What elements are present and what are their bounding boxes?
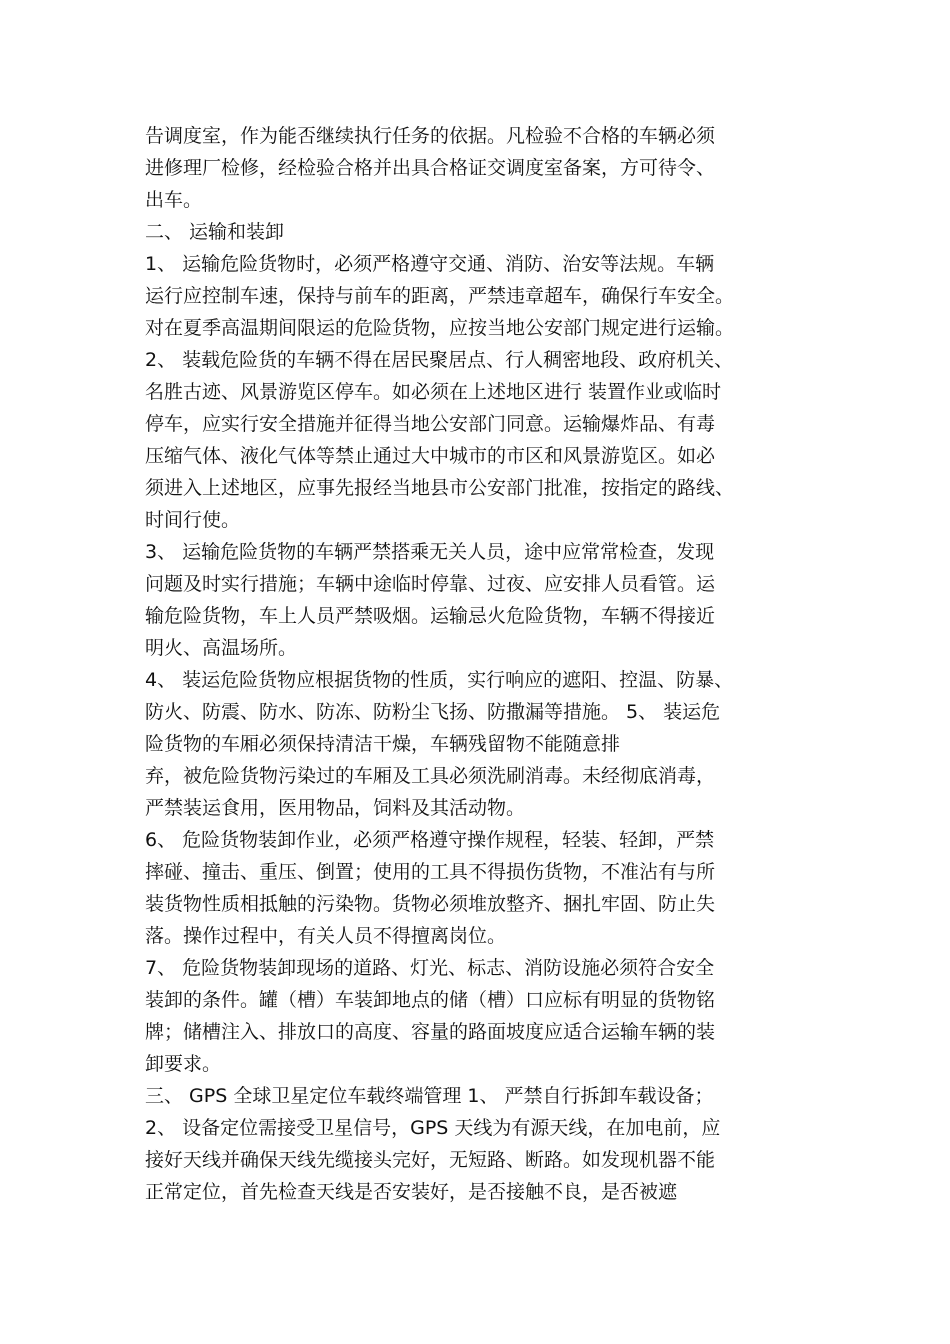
text-line: 输危险货物，车上人员严禁吸烟。运输忌火危险货物，车辆不得接近: [145, 605, 716, 627]
document-body: [145, 120, 810, 1208]
text-line: 3、 运输危险货物的车辆严禁搭乘无关人员，途中应常常检查，发现: [145, 541, 715, 563]
text-line: 问题及时实行措施；车辆中途临时停靠、过夜、应安排人员看管。运: [145, 573, 716, 595]
text-line: 装卸的条件。罐（槽）车装卸地点的储（槽）口应标有明显的货物铭: [145, 989, 716, 1011]
text-line: 防火、防震、防水、防冻、防粉尘飞扬、防撒漏等措施。 5、 装运危: [145, 701, 721, 723]
text-line: 二、 运输和装卸: [145, 221, 285, 243]
text-line: 告调度室，作为能否继续执行任务的依据。凡检验不合格的车辆必须: [145, 125, 716, 147]
text-line: 险货物的车厢必须保持清洁干燥，车辆残留物不能随意排: [145, 733, 621, 755]
text-line: 对在夏季高温期间限运的危险货物，应按当地公安部门规定进行运输。: [145, 317, 735, 339]
text-line: 运行应控制车速，保持与前车的距离，严禁违章超车，确保行车安全。: [145, 285, 735, 307]
text-line: 三、 GPS 全球卫星定位车载终端管理 1、 严禁自行拆卸车载设备；: [145, 1085, 714, 1107]
text-line: 牌；储槽注入、排放口的高度、容量的路面坡度应适合运输车辆的装: [145, 1021, 716, 1043]
text-line: 2、 装载危险货的车辆不得在居民聚居点、行人稠密地段、政府机关、: [145, 349, 734, 371]
text-line: 明火、高温场所。: [145, 637, 298, 659]
text-line: 7、 危险货物装卸现场的道路、灯光、标志、消防设施必须符合安全: [145, 957, 715, 979]
text-line: 接好天线并确保天线先缆接头完好，无短路、断路。如发现机器不能: [145, 1149, 716, 1171]
text-line: 装货物性质相抵触的污染物。货物必须堆放整齐、捆扎牢固、防止失: [145, 893, 716, 915]
text-line: 时间行使。: [145, 509, 241, 531]
text-line: 2、 设备定位需接受卫星信号，GPS 天线为有源天线，在加电前，应: [145, 1117, 721, 1139]
text-line: 落。操作过程中，有关人员不得擅离岗位。: [145, 925, 507, 947]
text-line: 须进入上述地区，应事先报经当地县市公安部门批准，按指定的路线、: [145, 477, 735, 499]
text-line: 进修理厂检修，经检验合格并出具合格证交调度室备案，方可待令、: [145, 157, 716, 179]
text-line: 严禁装运食用，医用物品，饲料及其活动物。: [145, 797, 526, 819]
text-line: 出车。: [145, 189, 203, 211]
text-line: 6、 危险货物装卸作业，必须严格遵守操作规程，轻装、轻卸，严禁: [145, 829, 715, 851]
text-line: 名胜古迹、风景游览区停车。如必须在上述地区进行 装置作业或临时: [145, 381, 722, 403]
text-line: 4、 装运危险货物应根据货物的性质，实行响应的遮阳、控温、防暴、: [145, 669, 734, 691]
text-line: 压缩气体、液化气体等禁止通过大中城市的市区和风景游览区。如必: [145, 445, 716, 467]
text-line: 1、 运输危险货物时，必须严格遵守交通、消防、治安等法规。车辆: [145, 253, 715, 275]
text-line: 停车，应实行安全措施并征得当地公安部门同意。运输爆炸品、有毒: [145, 413, 716, 435]
text-line: 弃，被危险货物污染过的车厢及工具必须洗刷消毒。未经彻底消毒，: [145, 765, 716, 787]
text-line: 卸要求。: [145, 1053, 222, 1075]
text-line: 正常定位，首先检查天线是否安装好，是否接触不良，是否被遮: [145, 1181, 678, 1203]
text-line: 摔碰、撞击、重压、倒置；使用的工具不得损伤货物，不准沾有与所: [145, 861, 716, 883]
